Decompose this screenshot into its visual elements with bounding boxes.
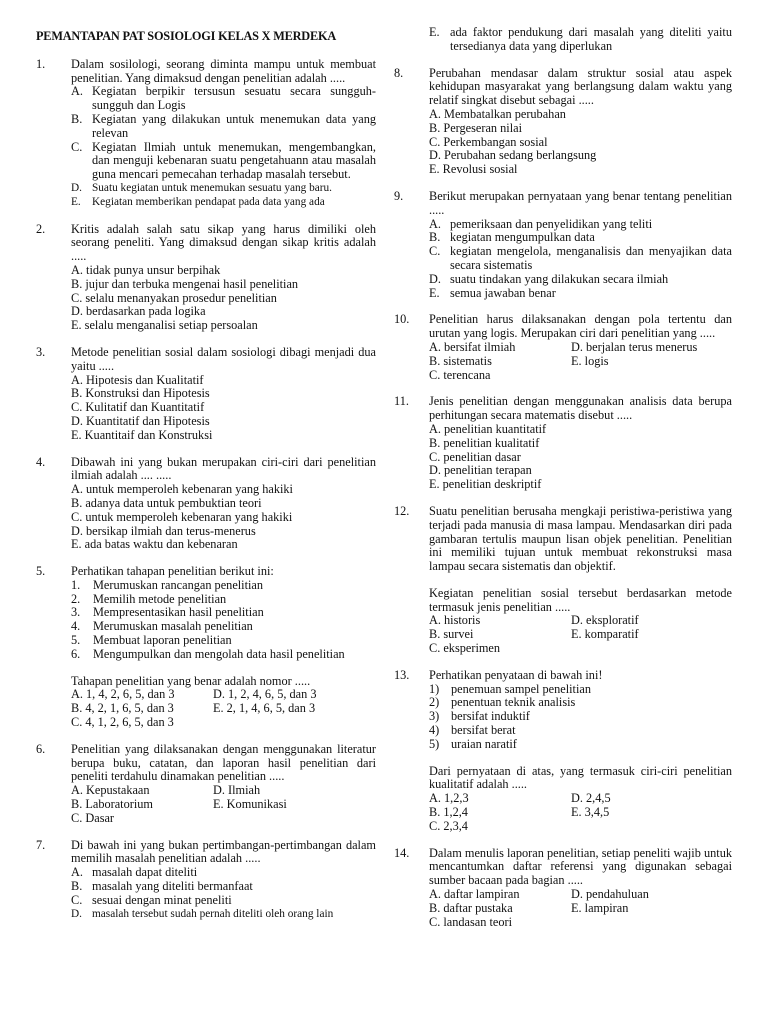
- question-2: [36, 223, 376, 333]
- option-c: C. selalu menanyakan prosedur penelitian: [71, 290, 277, 305]
- option-text: Suatu kegiatan untuk menemukan sesuatu yang baru.: [92, 181, 332, 194]
- options-grid: [429, 341, 732, 382]
- option-letter: E.: [429, 25, 440, 39]
- options-grid: [71, 688, 376, 729]
- option-c: C. Kulitatif dan Kuantitatif: [71, 400, 205, 415]
- option-a: A. untuk memperoleh kebenaran yang hakiki: [71, 482, 293, 497]
- list-item: [71, 579, 376, 593]
- option-a: [71, 866, 376, 880]
- option-b: [429, 231, 732, 245]
- option-a: A. historis: [429, 613, 481, 628]
- question-subtext: Dari pernyataan di atas, yang termasuk ciri-ciri penelitian kualitatif adalah .....: [429, 763, 732, 792]
- question-number: 5.: [36, 564, 46, 579]
- option-text: masalah tersebut sudah pernah diteliti oleh orang lain: [92, 907, 334, 920]
- option-a: [71, 85, 376, 113]
- option-text: suatu tindakan yang dilakukan secara ilmiah: [450, 271, 669, 286]
- option-c: C. untuk memperoleh kebenaran yang hakiki: [71, 509, 293, 524]
- step-text: Mengumpulkan dan mengolah data hasil penelitian: [93, 646, 345, 661]
- question-text: Di bawah ini yang bukan pertimbangan-pertimbangan dalam memilih masalah penelitian adalah .....: [71, 837, 376, 866]
- question-number: 4.: [36, 454, 46, 469]
- option-letter: D.: [71, 907, 82, 920]
- item-text: penentuan teknik analisis: [451, 695, 576, 710]
- document-title: PEMANTAPAN PAT SOSIOLOGI KELAS X MERDEKA: [36, 29, 337, 43]
- option-e: E. komparatif: [571, 627, 639, 642]
- question-text: Dalam menulis laporan penelitian, setiap peneliti wajib untuk mencantumkan daftar referensi yang digunakan sebagai sumber bacaan pada bagian .....: [429, 845, 732, 888]
- option-e: E. penelitian deskriptif: [429, 477, 542, 492]
- option-text: ada faktor pendukung dari masalah yang diteliti yaitu tersedianya data yang diperlukan: [450, 25, 732, 53]
- list-item: [71, 634, 376, 648]
- question-subtext: Kegiatan penelitian sosial tersebut berdasarkan metode termasuk jenis penelitian .....: [429, 585, 732, 614]
- list-item: [429, 683, 732, 697]
- option-d: D. berjalan terus menerus: [571, 339, 698, 354]
- step-number: 6.: [71, 646, 81, 661]
- option-letter: C.: [71, 892, 83, 907]
- option-text: kegiatan mengumpulkan data: [450, 230, 595, 245]
- option-b: [71, 880, 376, 894]
- question-number: 10.: [394, 312, 410, 327]
- question-number: 13.: [394, 667, 410, 682]
- step-text: Membuat laporan penelitian: [93, 633, 232, 648]
- statement-list: [429, 683, 732, 752]
- option-c: C. 2,3,4: [429, 818, 468, 833]
- option-c: [429, 245, 732, 273]
- option-text: Kegiatan Ilmiah untuk menemukan, mengembangkan, dan menguji kebenaran suatu pengetahuann atau masalah guna mencari pemecahan terhadap masalah tersebut.: [92, 139, 376, 182]
- step-text: Memilih metode penelitian: [93, 591, 227, 606]
- question-text: Berikut merupakan pernyataan yang benar tentang penelitian .....: [429, 188, 732, 217]
- list-item: [429, 710, 732, 724]
- option-c: C. eksperimen: [429, 641, 501, 656]
- option-a: A. tidak punya unsur berpihak: [71, 262, 221, 277]
- option-a: A. penelitian kuantitatif: [429, 421, 547, 436]
- item-text: uraian naratif: [451, 736, 517, 751]
- option-a: A. Hipotesis dan Kualitatif: [71, 372, 204, 387]
- option-c: C. Perkembangan sosial: [429, 134, 548, 149]
- option-e: E. Komunikasi: [213, 797, 287, 812]
- option-d: D. penelitian terapan: [429, 463, 532, 478]
- question-text: Dibawah ini yang bukan merupakan ciri-ciri dari penelitian ilmiah adalah .... .....: [71, 454, 376, 483]
- options-grid: [429, 792, 732, 833]
- option-letter: A.: [429, 216, 441, 231]
- option-b: B. jujur dan terbuka mengenai hasil penelitian: [71, 276, 299, 291]
- item-number: 1): [429, 681, 440, 696]
- question-7: [36, 839, 376, 922]
- question-1: [36, 58, 376, 210]
- question-number: 14.: [394, 845, 410, 860]
- question-13: [394, 669, 732, 834]
- question-text: Kritis adalah salah satu sikap yang harus dimiliki oleh seorang peneliti. Yang dimaksud dengan sikap kritis adalah .....: [71, 221, 376, 264]
- option-text: kegiatan mengelola, menganalisis dan menyajikan data secara sistematis: [450, 244, 732, 272]
- option-text: masalah dapat diteliti: [92, 865, 198, 880]
- question-text: Perhatikan penyataan di bawah ini!: [429, 667, 603, 682]
- option-text: semua jawaban benar: [450, 285, 556, 300]
- question-number: 11.: [394, 394, 409, 409]
- option-a: A. Membatalkan perubahan: [429, 106, 566, 121]
- option-letter: A.: [71, 84, 83, 99]
- option-d: D. pendahuluan: [571, 887, 649, 902]
- item-text: bersifat induktif: [451, 709, 530, 724]
- question-number: 2.: [36, 221, 46, 236]
- options-grid: [429, 888, 732, 929]
- question-text: Dalam sosilologi, seorang diminta mampu untuk membuat penelitian. Yang dimaksud dengan penelitian adalah .....: [71, 56, 376, 85]
- option-letter: D.: [71, 181, 82, 194]
- option-letter: B.: [71, 111, 83, 126]
- option-b: [71, 113, 376, 141]
- question-8: [394, 67, 732, 177]
- option-b: B. adanya data untuk pembuktian teori: [71, 495, 262, 510]
- option-text: sesuai dengan minat peneliti: [92, 892, 232, 907]
- question-14: [394, 847, 732, 930]
- question-number: 3.: [36, 344, 46, 359]
- list-item: [429, 696, 732, 710]
- item-text: bersifat berat: [451, 723, 516, 738]
- question-10: [394, 313, 732, 382]
- step-text: Mempresentasikan hasil penelitian: [93, 605, 264, 620]
- question-6: [36, 743, 376, 826]
- option-letter: C.: [429, 244, 441, 259]
- option-letter: E.: [71, 195, 81, 208]
- option-letter: B.: [429, 230, 441, 245]
- option-b: B. Konstruksi dan Hipotesis: [71, 386, 210, 401]
- right-column: [394, 26, 732, 942]
- option-c: C. landasan teori: [429, 914, 512, 929]
- option-c: [71, 141, 376, 182]
- option-d: D. Perubahan sedang berlangsung: [429, 148, 597, 163]
- question-text: Suatu penelitian berusaha mengkaji peristiwa-peristiwa yang terjadi pada manusia di masa lampau. Mendasarkan diri pada gambaran tertulis maupun lisan objek penelitian. Penelitian ini memiliki tujuan untuk membuat rekonstruksi masa lampau secara sistematis dan objektif.: [429, 503, 732, 574]
- option-e: E. 2, 1, 4, 6, 5, dan 3: [213, 701, 316, 716]
- step-number: 3.: [71, 605, 81, 620]
- option-a: A. daftar lampiran: [429, 887, 520, 902]
- option-letter: A.: [71, 865, 83, 880]
- option-d: D. eksploratif: [571, 613, 639, 628]
- option-e: E. lampiran: [571, 900, 629, 915]
- option-e: E. ada batas waktu dan kebenaran: [71, 537, 238, 552]
- step-number: 1.: [71, 577, 81, 592]
- list-item: [71, 648, 376, 662]
- item-text: penemuan sampel penelitian: [451, 681, 591, 696]
- option-b: B. Pergeseran nilai: [429, 120, 523, 135]
- option-d: [429, 273, 732, 287]
- option-c: C. Dasar: [71, 810, 115, 825]
- question-number: 9.: [394, 188, 404, 203]
- option-e: E. Revolusi sosial: [429, 162, 518, 177]
- option-b: B. Laboratorium: [71, 797, 153, 812]
- question-number: 6.: [36, 741, 46, 756]
- question-number: 7.: [36, 837, 46, 852]
- option-text: Kegiatan yang dilakukan untuk menemukan data yang relevan: [92, 111, 376, 140]
- option-c: [71, 894, 376, 908]
- option-text: pemeriksaan dan penyelidikan yang teliti: [450, 216, 653, 231]
- option-e: E. selalu menganalisi setiap persoalan: [71, 318, 258, 333]
- option-b: B. sistematis: [429, 353, 492, 368]
- option-letter: D.: [429, 271, 441, 286]
- item-number: 5): [429, 736, 440, 751]
- option-d: D. 1, 2, 4, 6, 5, dan 3: [213, 687, 317, 702]
- option-c: C. 4, 1, 2, 6, 5, dan 3: [71, 715, 174, 730]
- step-text: Merumuskan masalah penelitian: [93, 619, 253, 634]
- option-d: D. bersikap ilmiah dan terus-menerus: [71, 523, 256, 538]
- step-number: 4.: [71, 619, 81, 634]
- list-item: [429, 738, 732, 752]
- item-number: 4): [429, 723, 440, 738]
- option-b: B. penelitian kualitatif: [429, 435, 540, 450]
- option-d: D. Kuantitatif dan Hipotesis: [71, 413, 210, 428]
- step-list: [71, 579, 376, 662]
- question-text: Perhatikan tahapan penelitian berikut ini:: [71, 564, 274, 579]
- option-a: A. 1,2,3: [429, 791, 469, 806]
- option-a: A. 1, 4, 2, 6, 5, dan 3: [71, 687, 175, 702]
- option-letter: E.: [429, 285, 440, 300]
- option-e: [429, 287, 732, 301]
- item-number: 3): [429, 709, 440, 724]
- question-text: Jenis penelitian dengan menggunakan analisis data berupa perhitungan secara matematis disebut .....: [429, 394, 732, 423]
- option-d: [71, 182, 376, 196]
- list-item: [429, 724, 732, 738]
- option-d: D. berdasarkan pada logika: [71, 304, 206, 319]
- option-e: [71, 196, 376, 210]
- option-c: C. penelitian dasar: [429, 449, 521, 464]
- list-item: [71, 593, 376, 607]
- question-number: 8.: [394, 65, 404, 80]
- question-9: [394, 190, 732, 300]
- option-d: [71, 908, 376, 922]
- question-text: Penelitian yang dilaksanakan dengan menggunakan literatur berupa buku, catatan, dan laporan hasil penelitian dari peneliti terdahulu dinamakan penelitian .....: [71, 741, 376, 784]
- options-grid: [71, 784, 376, 825]
- option-text: Kegiatan memberikan pendapat pada data yang ada: [92, 195, 325, 208]
- left-column: [36, 26, 376, 934]
- option-e: E. logis: [571, 353, 609, 368]
- question-7-option-e: [394, 26, 732, 54]
- option-c: C. terencana: [429, 367, 491, 382]
- option-text: masalah yang diteliti bermanfaat: [92, 879, 253, 894]
- item-number: 2): [429, 695, 440, 710]
- option-a: A. Kepustakaan: [71, 783, 150, 798]
- question-number: 1.: [36, 56, 46, 71]
- question-subtext: Tahapan penelitian yang benar adalah nomor .....: [71, 673, 311, 688]
- question-number: 12.: [394, 503, 410, 518]
- option-letter: B.: [71, 879, 83, 894]
- question-text: Penelitian harus dilaksanakan dengan pola tertentu dan urutan yang logis. Merupakan ciri dari penelitian yang .....: [429, 312, 732, 341]
- option-b: B. daftar pustaka: [429, 900, 513, 915]
- option-b: B. 1,2,4: [429, 805, 468, 820]
- option-b: B. survei: [429, 627, 474, 642]
- option-d: D. Ilmiah: [213, 783, 261, 798]
- option-letter: C.: [71, 139, 83, 154]
- question-12: [394, 505, 732, 656]
- option-d: D. 2,4,5: [571, 791, 611, 806]
- option-b: B. 4, 2, 1, 6, 5, dan 3: [71, 701, 174, 716]
- step-text: Merumuskan rancangan penelitian: [93, 577, 264, 592]
- question-3: [36, 346, 376, 443]
- question-4: [36, 456, 376, 553]
- option-a: [429, 218, 732, 232]
- question-5: [36, 565, 376, 730]
- question-text: Perubahan mendasar dalam struktur sosial atau aspek kehidupan masyarakat yang berlangsung dalam waktu yang relatif singkat disebut sebagai .....: [429, 65, 732, 108]
- question-11: [394, 395, 732, 492]
- list-item: [71, 606, 376, 620]
- step-number: 2.: [71, 591, 81, 606]
- list-item: [71, 620, 376, 634]
- question-text: Metode penelitian sosial dalam sosiologi dibagi menjadi dua yaitu .....: [71, 344, 376, 373]
- options-grid: [429, 614, 732, 655]
- option-a: A. bersifat ilmiah: [429, 339, 516, 354]
- option-e: E. Kuantitaif dan Konstruksi: [71, 427, 213, 442]
- option-e: E. 3,4,5: [571, 805, 610, 820]
- step-number: 5.: [71, 633, 81, 648]
- option-text: Kegiatan berpikir tersusun sesuatu secara sungguh-sungguh dan Logis: [92, 84, 376, 113]
